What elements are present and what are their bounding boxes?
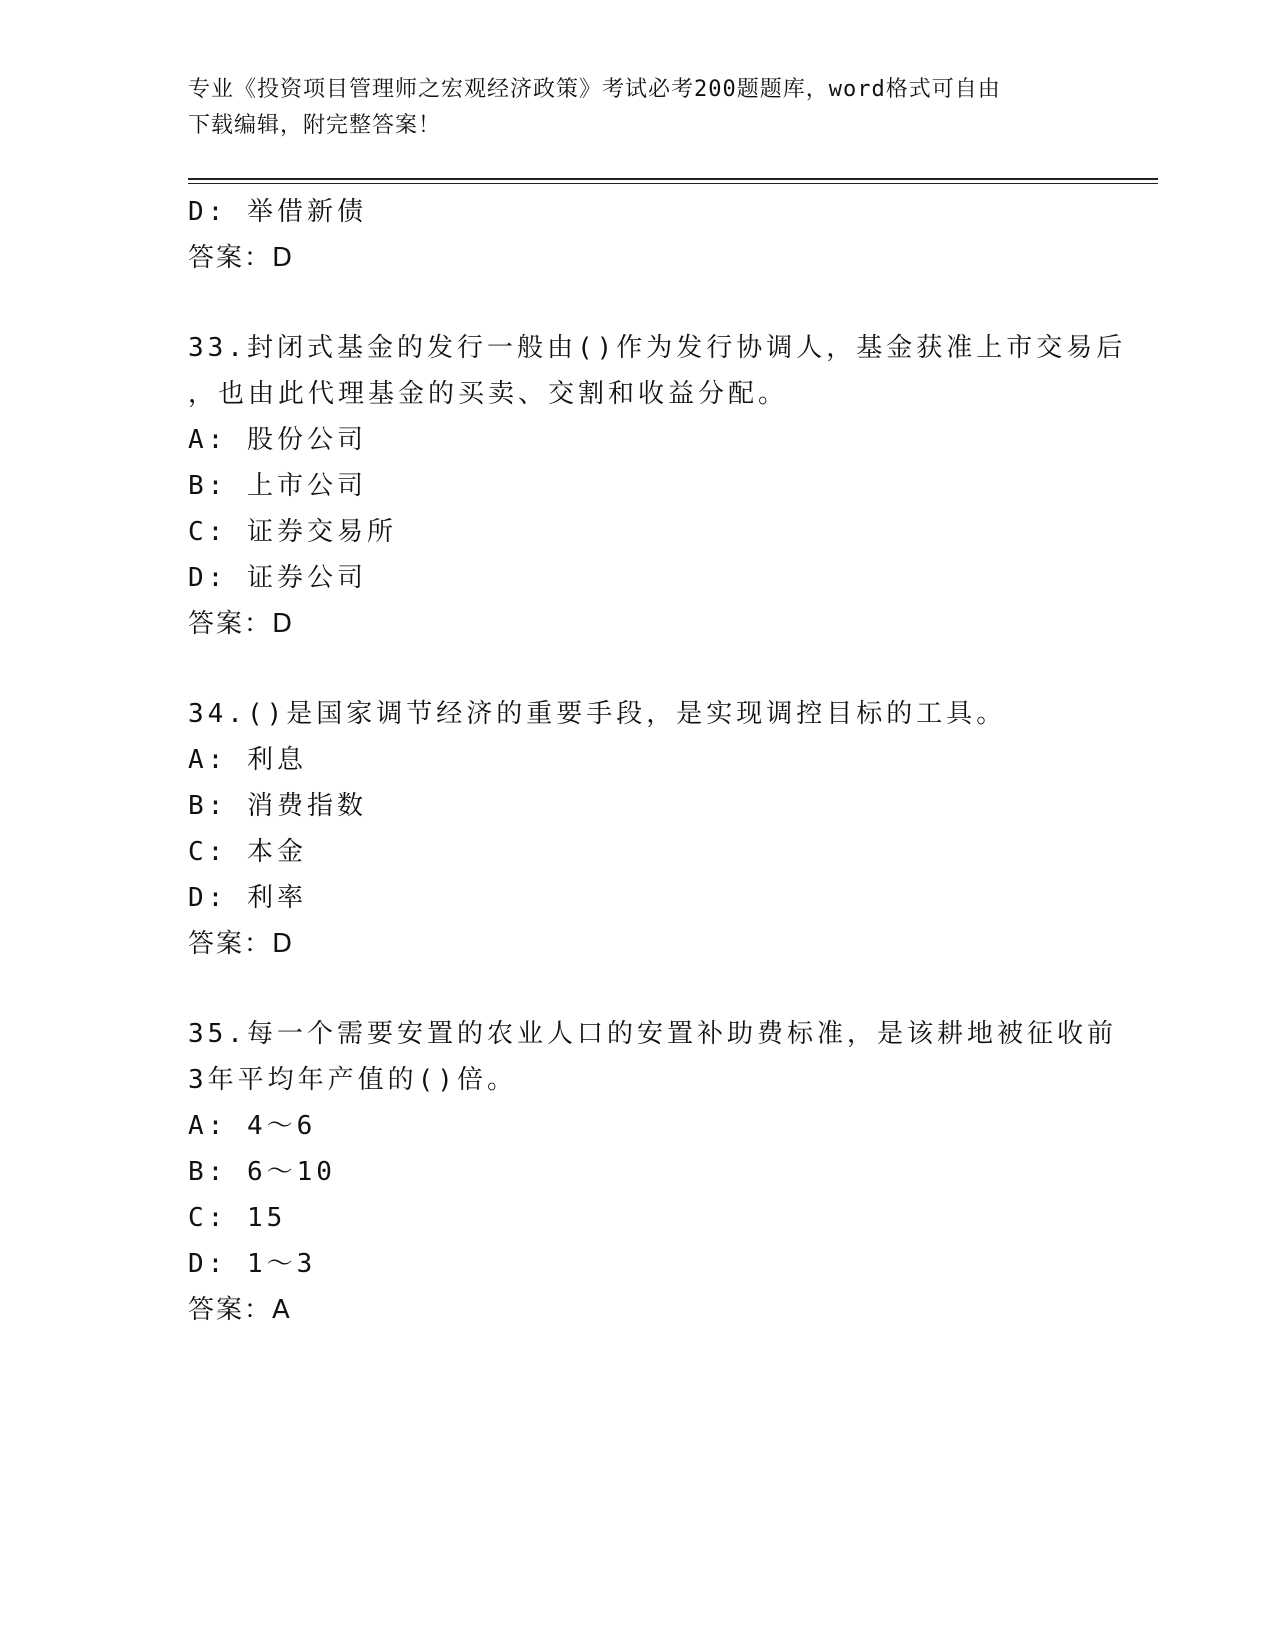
question-34 bbox=[188, 691, 1088, 967]
option-d: D: 1～3 bbox=[188, 1249, 317, 1279]
option-c: C: 本金 bbox=[188, 837, 307, 867]
option-a: A: 利息 bbox=[188, 745, 307, 775]
question-35 bbox=[188, 1011, 1117, 1333]
prev-question-answer: 答案：D bbox=[188, 243, 295, 273]
option-c: C: 证券交易所 bbox=[188, 517, 397, 547]
option-a: A: 股份公司 bbox=[188, 425, 367, 455]
option-c: C: 15 bbox=[188, 1203, 287, 1233]
question-list bbox=[188, 189, 1127, 1333]
answer: 答案：D bbox=[188, 609, 295, 639]
option-b: B: 6～10 bbox=[188, 1157, 336, 1187]
question-stem-line-2: 3年平均年产值的()倍。 bbox=[188, 1065, 517, 1095]
header-line-2: 下载编辑，附完整答案！ bbox=[188, 113, 442, 138]
prev-question-option-d: D: 举借新债 bbox=[188, 197, 367, 227]
option-d: D: 证券公司 bbox=[188, 563, 367, 593]
question-stem-line-1: 33.封闭式基金的发行一般由()作为发行协调人，基金获准上市交易后 bbox=[188, 333, 1127, 363]
question-stem-line-2: ，也由此代理基金的买卖、交割和收益分配。 bbox=[188, 379, 789, 409]
question-33 bbox=[188, 325, 1127, 647]
question-stem-line-1: 35.每一个需要安置的农业人口的安置补助费标准，是该耕地被征收前 bbox=[188, 1019, 1117, 1049]
header-divider-thin bbox=[188, 183, 1158, 184]
question-stem-line-1: 34.()是国家调节经济的重要手段，是实现调控目标的工具。 bbox=[188, 699, 1007, 729]
document-header bbox=[188, 72, 1088, 144]
header-line-1: 专业《投资项目管理师之宏观经济政策》考试必考200题题库，word格式可自由 bbox=[188, 77, 1001, 102]
option-a: A: 4～6 bbox=[188, 1111, 317, 1141]
option-b: B: 消费指数 bbox=[188, 791, 367, 821]
option-b: B: 上市公司 bbox=[188, 471, 367, 501]
answer: 答案：D bbox=[188, 929, 295, 959]
header-divider-thick bbox=[188, 178, 1158, 180]
option-d: D: 利率 bbox=[188, 883, 307, 913]
answer: 答案：A bbox=[188, 1295, 292, 1325]
